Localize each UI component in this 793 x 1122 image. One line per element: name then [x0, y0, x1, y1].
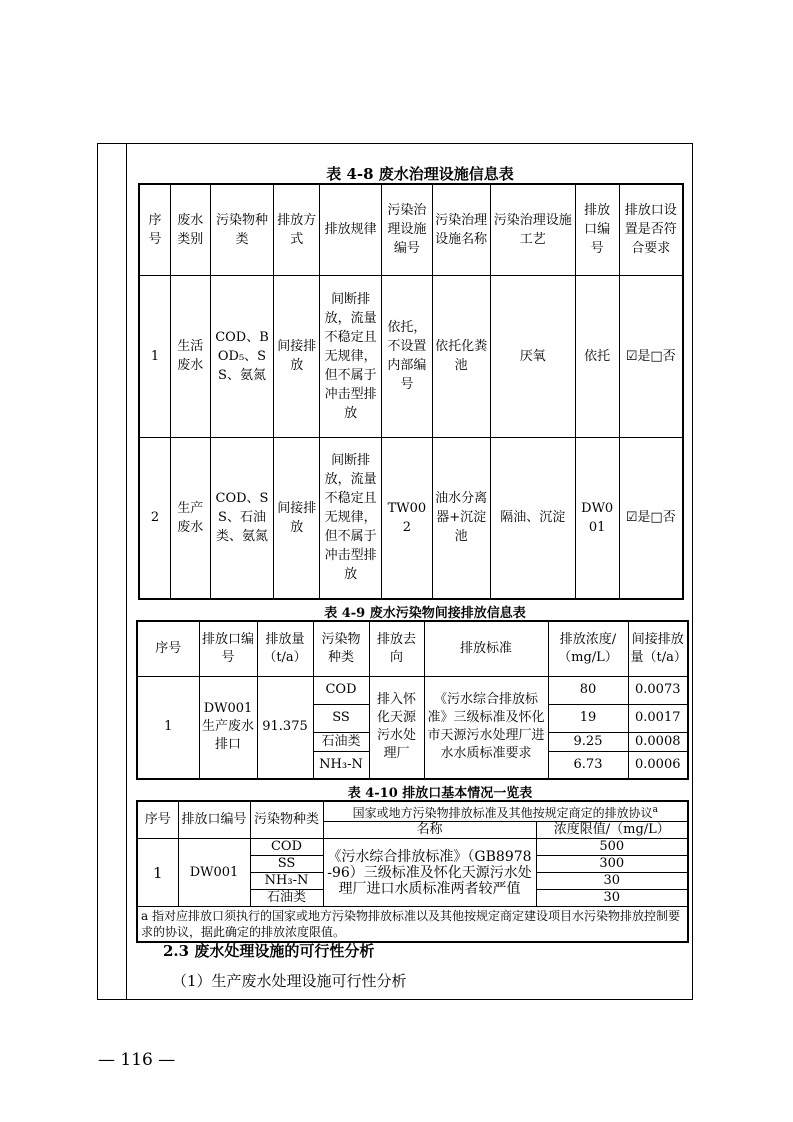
t49-r-conc-3: 9.25 — [548, 732, 628, 751]
t48-h-type: 废水类别 — [170, 184, 210, 275]
t48-r2-law: 间断排放，流量不稳定且无规律，但不属于冲击型排放 — [320, 437, 382, 599]
t49-h-outlet: 排放口编号 — [199, 621, 257, 676]
t410-h-outlet: 排放口编号 — [178, 801, 250, 839]
t410-h-name: 名称 — [323, 822, 536, 839]
t49-r-standard: 《污水综合排放标准》三级标准及怀化市天源污水处理厂进水水质标准要求 — [424, 676, 548, 779]
t48-r1-outlet: 依托 — [575, 275, 619, 437]
t48-r1-no: 1 — [139, 275, 170, 437]
t48-h-no: 序号 — [139, 184, 170, 275]
t48-r2-mode: 间接排放 — [274, 437, 320, 599]
table410 — [136, 800, 689, 943]
table48 — [138, 183, 684, 600]
section-title: 2.3 废水处理设施的可行性分析 — [163, 942, 375, 960]
t49-h-amount: 排放量（t/a） — [257, 621, 313, 676]
t410-h-pollutant: 污染物种类 — [250, 801, 323, 839]
t48-r1-pollutants: COD、BOD₅、SS、氨氮 — [210, 275, 274, 437]
t410-h-no: 序号 — [137, 801, 178, 839]
t48-r2-type: 生产废水 — [170, 437, 210, 599]
t49-r-pollutant-1: COD — [313, 676, 369, 704]
table49 — [136, 620, 689, 780]
t49-h-load: 间接排放量（t/a） — [628, 621, 688, 676]
t410-r-pollutant-2: SS — [250, 856, 323, 873]
t410-h-standard-text: 国家或地方污染物排放标准及其他按规定商定的排放协议 — [352, 806, 653, 820]
t48-r2-outlet: DW001 — [575, 437, 619, 599]
t48-r2-facility-no: TW002 — [382, 437, 433, 599]
table49-caption: 表 4-9 废水污染物间接排放信息表 — [324, 606, 526, 621]
t48-r1-law: 间断排放，流量不稳定且无规律，但不属于冲击型排放 — [320, 275, 382, 437]
t49-r-outlet: DW001生产废水排口 — [199, 676, 257, 779]
t48-r2-pollutants: COD、SS、石油类、氨氮 — [210, 437, 274, 599]
t49-h-standard: 排放标准 — [424, 621, 548, 676]
t49-r-load-3: 0.0008 — [628, 732, 688, 751]
t48-h-facility-name: 污染治理设施名称 — [432, 184, 490, 275]
t48-r2-compliant: ☑是□否 — [619, 437, 683, 599]
t410-r-pollutant-3: NH₃-N — [250, 873, 323, 890]
t48-h-process: 污染治理设施工艺 — [490, 184, 575, 275]
t48-h-pollutants: 污染物种类 — [210, 184, 274, 275]
t410-h-sup: a — [652, 805, 658, 815]
t410-r-standard: 《污水综合排放标准》（GB8978-96）三级标准及怀化天源污水处理厂进口水质标准两者较严值 — [323, 839, 536, 907]
t410-note: a 指对应排放口须执行的国家或地方污染物排放标准以及其他按规定商定建设项目水污染物排放控制要求的协议，据此确定的排放浓度限值。 — [137, 907, 688, 943]
t48-r2-facility-name: 油水分离器+沉淀池 — [432, 437, 490, 599]
t410-r-outlet: DW001 — [178, 839, 250, 907]
t48-h-law: 排放规律 — [320, 184, 382, 275]
t48-h-outlet: 排放口编号 — [575, 184, 619, 275]
t48-r1-type: 生活废水 — [170, 275, 210, 437]
t49-h-conc: 排放浓度/（mg/L） — [548, 621, 628, 676]
t49-r-pollutant-4: NH₃-N — [313, 751, 369, 779]
t49-r-conc-1: 80 — [548, 676, 628, 704]
t48-r1-compliant: ☑是□否 — [619, 275, 683, 437]
t49-r-load-2: 0.0017 — [628, 704, 688, 732]
table48-caption: 表 4-8 废水治理设施信息表 — [326, 165, 514, 183]
t49-r-pollutant-3: 石油类 — [313, 732, 369, 751]
t49-r-no: 1 — [137, 676, 199, 779]
t410-r-limit-4: 30 — [536, 890, 688, 907]
t49-r-conc-4: 6.73 — [548, 751, 628, 779]
paragraph: （1）生产废水处理设施可行性分析 — [172, 972, 407, 990]
t49-r-destination: 排入怀化天源污水处理厂 — [369, 676, 424, 779]
table410-caption: 表 4-10 排放口基本情况一览表 — [347, 786, 533, 801]
t410-r-no: 1 — [137, 839, 178, 907]
page-number: — 116 — — [98, 1050, 176, 1070]
t410-r-pollutant-1: COD — [250, 839, 323, 856]
t48-r1-process: 厌氧 — [490, 275, 575, 437]
t49-r-conc-2: 19 — [548, 704, 628, 732]
t48-r1-facility-no: 依托，不设置内部编号 — [382, 275, 433, 437]
t49-r-amount: 91.375 — [257, 676, 313, 779]
t48-h-facility-no: 污染治理设施编号 — [382, 184, 433, 275]
t49-h-destination: 排放去向 — [369, 621, 424, 676]
t49-r-pollutant-2: SS — [313, 704, 369, 732]
t48-h-mode: 排放方式 — [274, 184, 320, 275]
t48-h-compliant: 排放口设置是否符合要求 — [619, 184, 683, 275]
t48-r1-facility-name: 依托化粪池 — [432, 275, 490, 437]
t48-r1-mode: 间接排放 — [274, 275, 320, 437]
t49-r-load-4: 0.0006 — [628, 751, 688, 779]
t410-r-pollutant-4: 石油类 — [250, 890, 323, 907]
t410-r-limit-1: 500 — [536, 839, 688, 856]
t49-r-load-1: 0.0073 — [628, 676, 688, 704]
t49-h-pollutant: 污染物种类 — [313, 621, 369, 676]
t49-h-no: 序号 — [137, 621, 199, 676]
t410-r-limit-3: 30 — [536, 873, 688, 890]
t48-r2-no: 2 — [139, 437, 170, 599]
t410-h-limit: 浓度限值/（mg/L） — [536, 822, 688, 839]
t48-r2-process: 隔油、沉淀 — [490, 437, 575, 599]
t410-h-standard-group — [323, 801, 688, 822]
t410-r-limit-2: 300 — [536, 856, 688, 873]
frame-inner-line — [126, 143, 127, 1000]
